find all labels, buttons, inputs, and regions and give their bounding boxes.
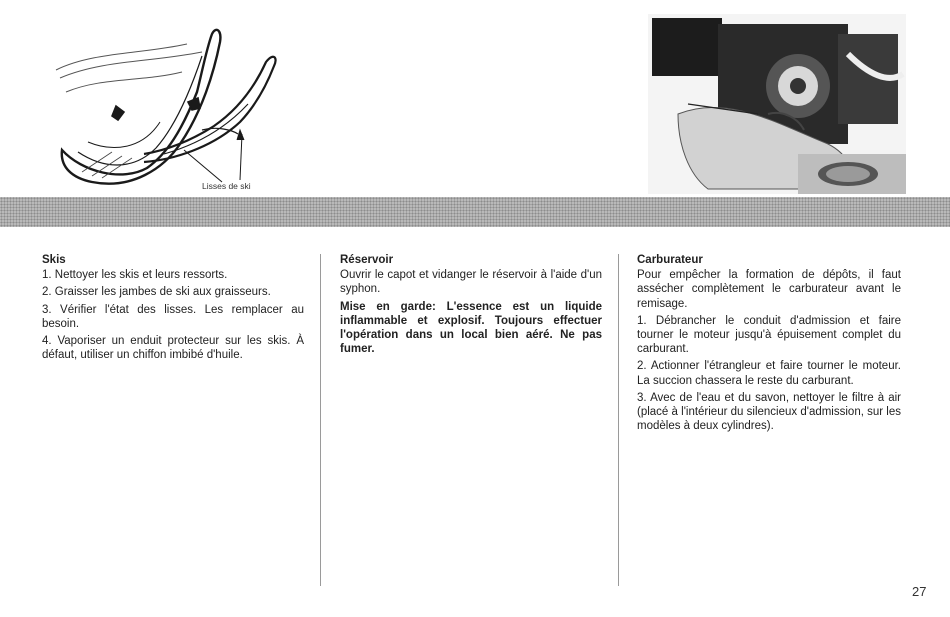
reservoir-text: Ouvrir le capot et vidanger le réservoir à l'aide d'un syphon.	[340, 269, 602, 296]
carburetor-step: 1. Débrancher le conduit d'admission et faire tourner le moteur jusqu'à épuisement complet du carburant.	[637, 314, 901, 356]
carburetor-photo	[648, 14, 906, 194]
carburetor-intro: Pour empêcher la formation de dépôts, il faut assécher complètement le carburateur avant le remisage.	[637, 269, 901, 310]
page-number: 27	[912, 584, 927, 599]
reservoir-heading: Réservoir	[340, 254, 394, 266]
ski-caption: Lisses de ski	[202, 181, 251, 191]
skis-step: 3. Vérifier l'état des lisses. Les remplacer au besoin.	[42, 303, 304, 330]
skis-step: 1. Nettoyer les skis et leurs ressorts.	[42, 269, 228, 282]
reservoir-warning: Mise en garde: L'essence est un liquide inflammable et explosif. Toujours effectuer l'opération dans un local bien aéré. Ne pas fumer.	[340, 300, 602, 356]
section-band	[0, 197, 950, 227]
column-divider	[320, 254, 321, 586]
ski-illustration	[52, 22, 282, 194]
skis-step: 2. Graisser les jambes de ski aux graisseurs.	[42, 286, 271, 299]
carburetor-section	[637, 253, 901, 436]
skis-step: 4. Vaporiser un enduit protecteur sur les skis. À défaut, utiliser un chiffon imbibé d'huile.	[42, 335, 304, 362]
carburetor-heading: Carburateur	[637, 254, 703, 266]
reservoir-section	[340, 253, 602, 359]
skis-section	[42, 253, 304, 365]
skis-heading: Skis	[42, 254, 66, 266]
carburetor-step: 2. Actionner l'étrangleur et faire tourner le moteur. La succion chassera le reste du carburant.	[637, 360, 901, 387]
column-divider	[618, 254, 619, 586]
carburetor-step: 3. Avec de l'eau et du savon, nettoyer le filtre à air (placé à l'intérieur du silencieux d'admission, sur les modèles à deux cylindres).	[637, 391, 901, 433]
